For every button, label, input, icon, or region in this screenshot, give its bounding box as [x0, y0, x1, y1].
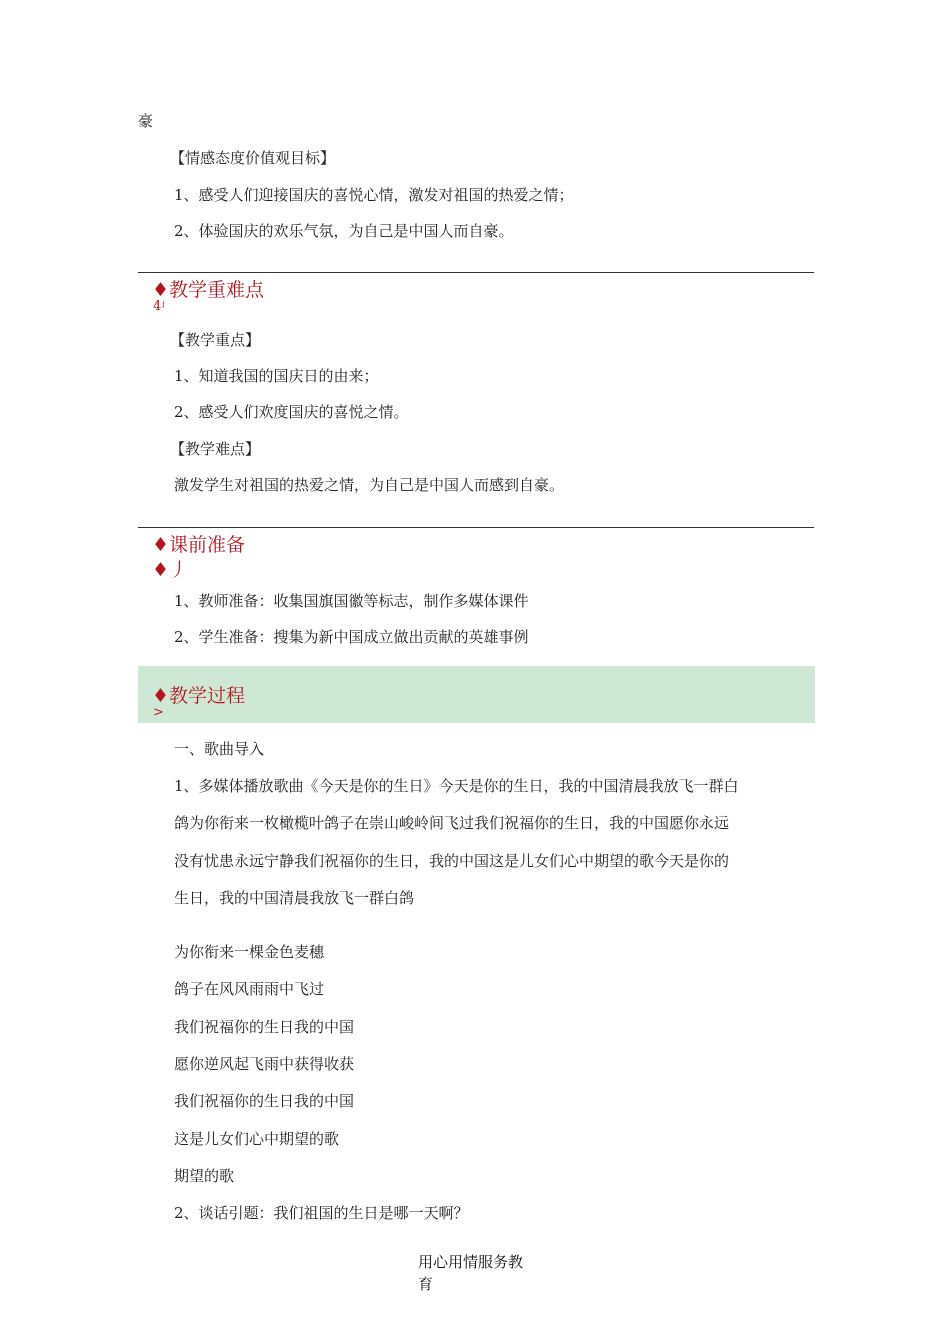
paragraph-line: 没有忧患永远宁静我们祝福你的生日，我的中国这是儿女们心中期望的歌今天是你的 [174, 852, 730, 870]
affective-goal-item: 1、感受人们迎接国庆的喜悦心情，激发对祖国的热爱之情； [174, 186, 574, 204]
footer-line: 用心用情服务教 [418, 1253, 524, 1271]
page-fragment-text: 豪 [138, 112, 154, 130]
lyric-line: 为你衔来一棵金色麦穗 [174, 943, 325, 961]
focus-item: 1、知道我国的国庆日的由来； [174, 367, 379, 385]
paragraph-line: 生日，我的中国清晨我放飞一群白鸽 [174, 889, 415, 907]
section-heading-process: ♦教学过程 [152, 685, 246, 707]
section-heading-key-points: ♦教学重难点 [152, 279, 265, 301]
section-heading-preparation: ♦课前准备 [152, 534, 246, 556]
heading-marker: 4ʲ [153, 299, 165, 314]
process-section-title: 一、歌曲导入 [174, 740, 265, 758]
paragraph-line: 1、多媒体播放歌曲《今天是你的生日》今天是你的生日，我的中国清晨我放飞一群白 [174, 777, 739, 795]
section-divider [138, 272, 814, 273]
affective-goals-title: 【情感态度价值观目标】 [170, 149, 336, 167]
footer-slogan [418, 1251, 523, 1295]
heading-marker: > [153, 705, 164, 720]
lyric-line: 鸽子在风风雨雨中飞过 [174, 980, 325, 998]
footer-line: 育 [418, 1275, 434, 1293]
process-item: 2、谈话引题：我们祖国的生日是哪一天啊？ [174, 1204, 469, 1222]
lyric-line: 我们祝福你的生日我的中国 [174, 1018, 355, 1036]
heading-marker: ♦丿 [152, 559, 189, 581]
difficulty-title: 【教学难点】 [170, 440, 261, 458]
lyric-line: 这是儿女们心中期望的歌 [174, 1130, 340, 1148]
paragraph-line: 鸽为你衔来一枚橄榄叶鸽子在崇山峻岭间飞过我们祝福你的生日，我的中国愿你永远 [174, 814, 730, 832]
focus-item: 2、感受人们欢度国庆的喜悦之情。 [174, 403, 409, 421]
lyric-line: 愿你逆风起飞雨中获得收获 [174, 1055, 355, 1073]
preparation-item: 2、学生准备：搜集为新中国成立做出贡献的英雄事例 [174, 628, 529, 646]
section-divider [138, 527, 814, 528]
lyric-line: 期望的歌 [174, 1167, 235, 1185]
lyric-line: 我们祝福你的生日我的中国 [174, 1092, 355, 1110]
focus-title: 【教学重点】 [170, 331, 261, 349]
preparation-item: 1、教师准备：收集国旗国徽等标志，制作多媒体课件 [174, 592, 529, 610]
affective-goal-item: 2、体验国庆的欢乐气氛，为自己是中国人而自豪。 [174, 222, 514, 240]
difficulty-text: 激发学生对祖国的热爱之情，为自己是中国人而感到自豪。 [174, 476, 565, 494]
